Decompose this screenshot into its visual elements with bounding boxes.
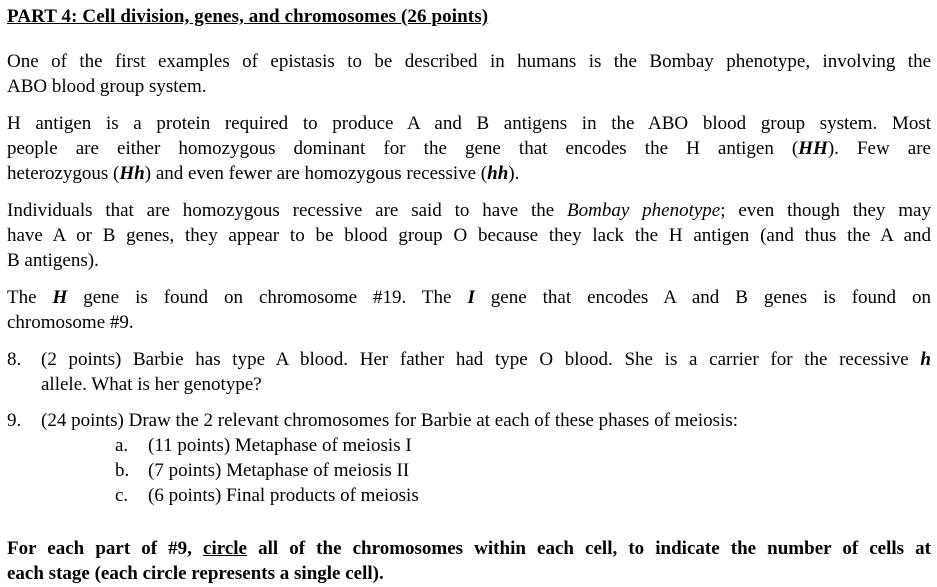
- question-8-number: 8.: [7, 349, 22, 370]
- gene-location-line-2: chromosome #9.: [7, 312, 134, 333]
- question-9c: c. (6 points) Final products of meiosis: [115, 485, 419, 506]
- question-9b: b. (7 points) Metaphase of meiosis II: [115, 460, 410, 481]
- question-9-text: (24 points) Draw the 2 relevant chromosomes for Barbie at each of these phases of meiosis:: [41, 410, 738, 431]
- instructions-paragraph: [7, 536, 931, 586]
- question-9: [7, 408, 931, 433]
- bombay-line-3: B antigens).: [7, 250, 99, 271]
- h-antigen-line-1: H antigen is a protein required to produce A and B antigens in the ABO blood group system. Most: [7, 113, 931, 134]
- bombay-line-1: Individuals that are homozygous recessive are said to have the Bombay phenotype; even though they may: [7, 200, 931, 221]
- bombay-paragraph: [7, 198, 931, 273]
- intro-paragraph: [7, 49, 931, 99]
- bombay-line-2: have A or B genes, they appear to be blood group O because they lack the H antigen (and thus the A and: [7, 225, 931, 246]
- intro-line-2: ABO blood group system.: [7, 76, 207, 97]
- h-antigen-line-3: heterozygous (Hh) and even fewer are homozygous recessive (hh).: [7, 163, 520, 184]
- question-8-text: (2 points) Barbie has type A blood. Her father had type O blood. She is a carrier for the recessive h allele. What is her genotype?: [41, 349, 931, 395]
- question-9-number: 9.: [7, 410, 22, 431]
- gene-location-line-1: The H gene is found on chromosome #19. The I gene that encodes A and B genes is found on: [7, 287, 931, 308]
- h-antigen-paragraph: [7, 111, 931, 186]
- instructions-line-2: each stage (each circle represents a single cell).: [7, 563, 384, 584]
- section-heading: PART 4: Cell division, genes, and chromosomes (26 points): [7, 6, 489, 27]
- instructions-line-1: For each part of #9, circle all of the chromosomes within each cell, to indicate the number of cells at: [7, 538, 931, 559]
- question-8: [7, 347, 931, 397]
- h-antigen-line-2: people are either homozygous dominant for the gene that encodes the H antigen (HH). Few are: [7, 138, 931, 159]
- gene-location-paragraph: [7, 285, 931, 335]
- intro-line-1: One of the first examples of epistasis to be described in humans is the Bombay phenotype, involving the: [7, 51, 931, 72]
- question-9a: a. (11 points) Metaphase of meiosis I: [115, 435, 412, 456]
